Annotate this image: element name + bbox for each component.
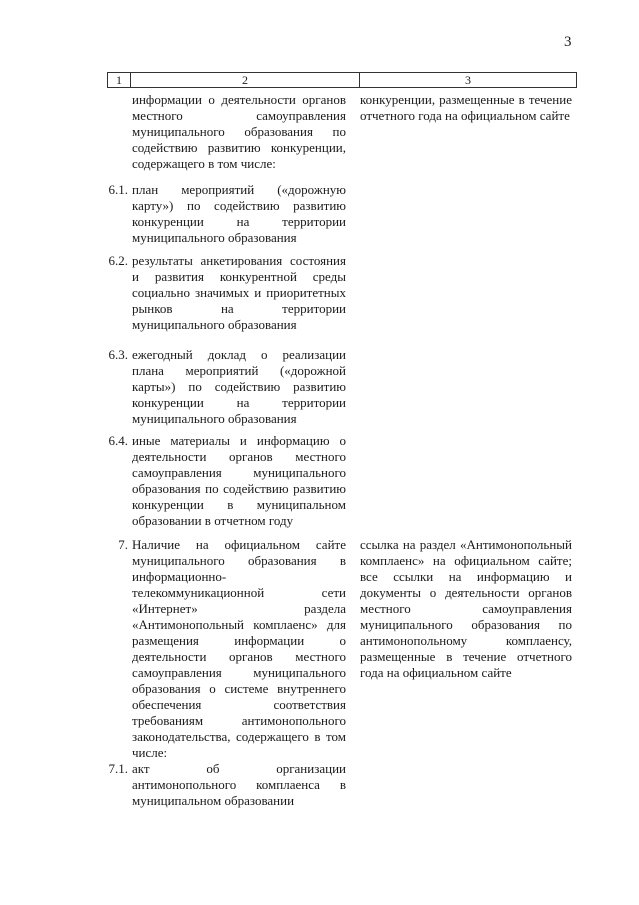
row-text: ежегодный доклад о реализации плана мероприятий («дорожной карты») по содействию развитию конкуренции на территории муниципального образования bbox=[132, 347, 346, 426]
row-index: 6.2. bbox=[108, 253, 128, 268]
row-index: 6.3. bbox=[108, 347, 128, 362]
row-index: 6.4. bbox=[108, 433, 128, 448]
row-text: Наличие на официальном сайте муниципального образования в информационно-телекоммуникационной сети «Интернет» раздела «Антимонопольный комплаенс» для размещения информации о деятельности органов местного самоуправления муниципального образования о системе внутреннего обеспечения соответствия требованиям антимонопольного законодательства, содержащего в том числе: bbox=[132, 537, 346, 760]
row-index: 6.1. bbox=[108, 182, 128, 197]
column-header-3: 3 bbox=[360, 73, 577, 88]
column-header-row bbox=[107, 72, 577, 88]
row-result: ссылка на раздел «Антимонопольный комплаенс» на официальном сайте; все ссылки на информацию и документы о деятельности органов местного самоуправления муниципального образования по антимонопольному комплаенсу, размещенные в течение отчетного года на официальном сайте bbox=[360, 537, 572, 680]
column-header-2: 2 bbox=[131, 73, 360, 88]
row-text: иные материалы и информацию о деятельности органов местного самоуправления муниципального образования по содействию развитию конкуренции в муниципальном образовании в отчетном году bbox=[132, 433, 346, 528]
row-text: результаты анкетирования состояния и развития конкурентной среды социально значимых и приоритетных рынков на территории муниципального образования bbox=[132, 253, 346, 332]
row-text: акт об организации антимонопольного комплаенса в муниципальном образовании bbox=[132, 761, 346, 808]
row-text: информации о деятельности органов местного самоуправления муниципального образования по содействию развитию конкуренции, содержащего в том числе: bbox=[132, 92, 346, 171]
row-result: конкуренции, размещенные в течение отчетного года на официальном сайте bbox=[360, 92, 572, 123]
row-text: план мероприятий («дорожную карту») по содействию развитию конкуренции на территории муниципального образования bbox=[132, 182, 346, 245]
row-index: 7.1. bbox=[108, 761, 128, 776]
column-header-1: 1 bbox=[108, 73, 131, 88]
page-number: 3 bbox=[564, 34, 572, 50]
row-index: 7. bbox=[118, 537, 128, 552]
